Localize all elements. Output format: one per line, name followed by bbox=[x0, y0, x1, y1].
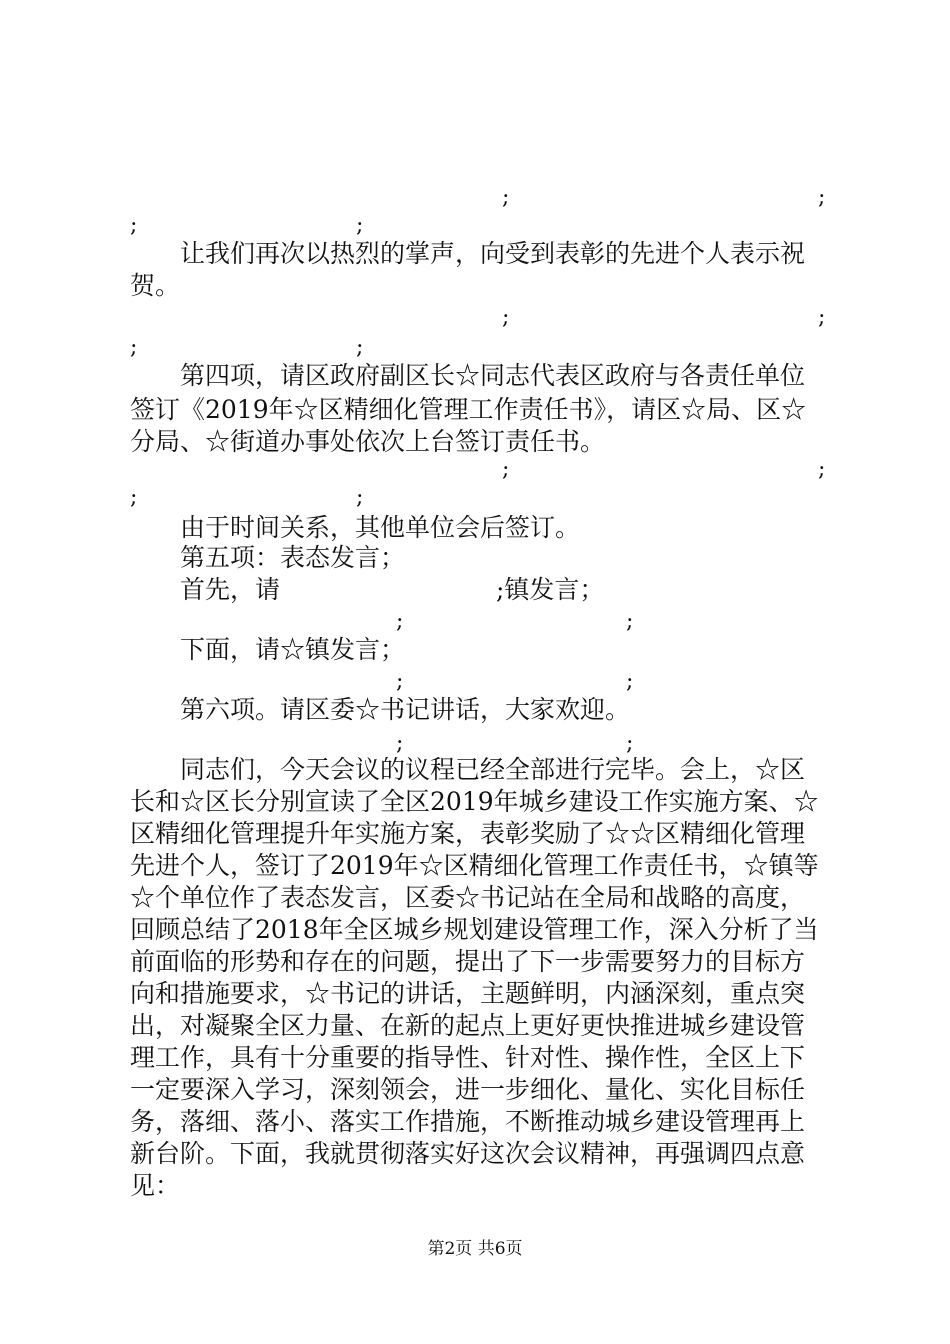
paragraph-line bbox=[0, 512, 950, 544]
separator: ; bbox=[396, 609, 404, 634]
separator: ; bbox=[356, 485, 364, 510]
page-footer: 第2页 共6页 bbox=[427, 1239, 523, 1259]
text: 第五项：表态发言； bbox=[180, 543, 406, 572]
paragraph-line bbox=[0, 694, 950, 726]
paragraph-line bbox=[0, 634, 950, 666]
separator: ; bbox=[818, 185, 826, 210]
text: 第四项，请区政府副区长☆同志代表区政府与各责任单位 bbox=[180, 361, 806, 390]
paragraph-line: 前面临的形势和存在的问题，提出了下一步需要努力的目标方 bbox=[130, 947, 806, 976]
separator: ; bbox=[130, 485, 138, 510]
paragraph-line: 理工作，具有十分重要的指导性、针对性、操作性，全区上下 bbox=[130, 1043, 806, 1072]
text: 分局、☆街道办事处依次上台签订责任书。 bbox=[130, 427, 606, 456]
separator: ; bbox=[818, 457, 826, 482]
separator: ; bbox=[356, 213, 364, 238]
separator: ; bbox=[396, 669, 404, 694]
text: ;镇发言； bbox=[496, 575, 605, 604]
separator: ; bbox=[626, 731, 634, 756]
paragraph-line: 向和措施要求，☆书记的讲话，主题鲜明，内涵深刻，重点突 bbox=[130, 979, 806, 1008]
text: 贺。 bbox=[130, 271, 181, 300]
closing-paragraph bbox=[130, 754, 830, 1202]
paragraph-line: 出，对凝聚全区力量、在新的起点上更好更快推进城乡建设管 bbox=[130, 1011, 806, 1040]
paragraph-line bbox=[0, 574, 950, 606]
text: 让我们再次以热烈的掌声，向受到表彰的先进个人表示祝 bbox=[180, 239, 806, 268]
paragraph-line: 回顾总结了2018年全区城乡规划建设管理工作，深入分析了当 bbox=[130, 915, 819, 944]
text: 下面，请☆镇发言； bbox=[180, 635, 406, 664]
separator: ; bbox=[396, 731, 404, 756]
paragraph-line bbox=[0, 542, 950, 574]
paragraph-line: 见： bbox=[130, 1171, 181, 1200]
paragraph-line: 区精细化管理提升年实施方案，表彰奖励了☆☆区精细化管理 bbox=[130, 819, 806, 848]
paragraph-line bbox=[0, 238, 950, 270]
separator: ; bbox=[502, 305, 510, 330]
separator: ; bbox=[818, 305, 826, 330]
separator: ; bbox=[502, 185, 510, 210]
paragraph-line bbox=[0, 394, 950, 426]
separator: ; bbox=[130, 213, 138, 238]
separator: ; bbox=[626, 609, 634, 634]
paragraph-line: ☆个单位作了表态发言，区委☆书记站在全局和战略的高度， bbox=[130, 883, 806, 912]
paragraph-line bbox=[0, 270, 950, 302]
text: 第六项。请区委☆书记讲话，大家欢迎。 bbox=[180, 695, 631, 724]
paragraph-line: 同志们，今天会议的议程已经全部进行完毕。会上，☆区 bbox=[180, 755, 806, 784]
separator: ; bbox=[356, 335, 364, 360]
text: 签订《2019年☆区精细化管理工作责任书》，请区☆局、区☆ bbox=[130, 395, 807, 424]
paragraph-line bbox=[0, 426, 950, 458]
paragraph-line: 先进个人，签订了2019年☆区精细化管理工作责任书，☆镇等 bbox=[130, 851, 819, 880]
paragraph-line: 新台阶。下面，我就贯彻落实好这次会议精神，再强调四点意 bbox=[130, 1139, 806, 1168]
separator: ; bbox=[130, 335, 138, 360]
paragraph-line: 一定要深入学习，深刻领会，进一步细化、量化、实化目标任 bbox=[130, 1075, 806, 1104]
text: 由于时间关系，其他单位会后签订。 bbox=[180, 513, 581, 542]
text: 首先，请 bbox=[180, 575, 281, 604]
separator: ; bbox=[502, 457, 510, 482]
separator: ; bbox=[626, 669, 634, 694]
paragraph-line bbox=[0, 360, 950, 392]
paragraph-line: 长和☆区长分别宣读了全区2019年城乡建设工作实施方案、☆ bbox=[130, 787, 819, 816]
paragraph-line: 务，落细、落小、落实工作措施，不断推动城乡建设管理再上 bbox=[130, 1107, 806, 1136]
